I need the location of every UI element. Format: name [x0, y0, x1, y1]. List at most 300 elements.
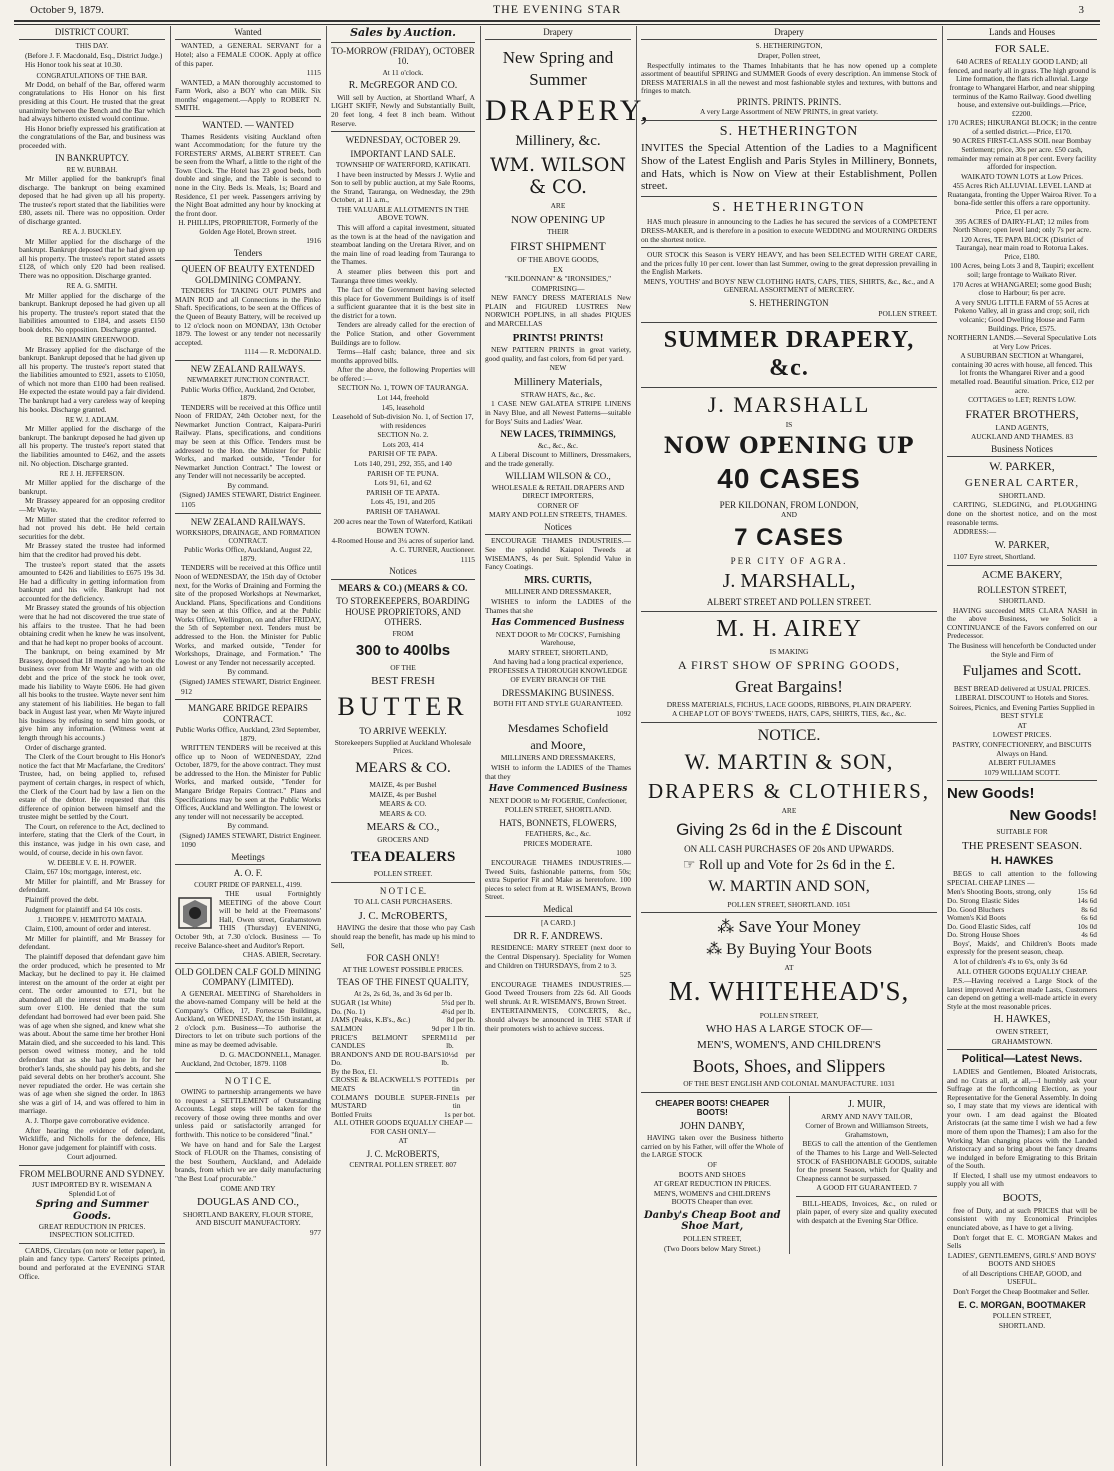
list-item: A SUBURBAN SECTION at Whangarei, containing 30 acres with house, all fenced. This lot fronts the Whangarei River and a good metalled road. Beautiful situation. Price, £12 per acre. [950, 351, 1094, 395]
paragraph: Mr Miller applied for the discharge of the bankrupt. Bankrupt deposed that he had given up all his property. The trustee's report stated assets £128, of which only £20 had been realised. There was no opposition. Discharge granted. [19, 236, 165, 280]
ad-text: ON ALL CASH PURCHASES OF 20s AND UPWARDS. [684, 843, 894, 854]
column-wanted-tenders: Wanted WANTED, a GENERAL SERVANT for a Hotel; also a FEMALE COOK. Apply at office of this paper. 1115 WANTED, a MAN thoroughly accustomed to Farm Work, also a BOY who can Milk. Six months' engagement.—Apply to ROBERT N. SMITH. WANTED. — WANTED Thames Residents visiting Auckland often want Accommodation; for the future try the FORESTERS' ARMS, ALBERT STREET. Can be seen from the Wharf, a little to the right of the Town Clock. The Hotel has 23 good beds, both double and single, and the Table is second to none in the City. Beds 1s. Meals, 1s; Board and Residence, £1 per week. Passengers arriving by the Night Boat admitted any hour by knocking at the front door. H. PHILLIPS, PROPRIETOR, Formerly of the Golden Age Hotel, Brown street. 1916 Tenders QUEEN OF BEAUTY EXTENDED GOLDMINING COMPANY. TENDERS for TAKING OUT PUMPS and MAIN ROD and all Connections in the Pinko Shaft. Specifications, to be seen at the Offices of the Queen of Beauty Battery, will be received up to 12 o'clock noon on MONDAY, 13th October 1879. The lowest or any tender not necessarily accepted. 1114 — R. McDONALD. NEW ZEALAND RAILWAYS. NEWMARKET JUNCTION CONTRACT. Public Works Office, Auckland, 2nd October, 1879. TENDERS will be received at this Office until Noon of FRIDAY, 24th October next, for the Newmarket Junction Contract, Kaipara-Puriri Railway. Plans, specifications, and conditions may be seen at this Office. Tenders must be addressed to the Hon. the Minister for Public Works, and marked outside, "Tender for Newmarket Junction Contract." The lowest or any Tender will not necessarily be accepted. By command. (Signed) JAMES STEWART, District Engineer. 1105 NEW ZEALAND RAILWAYS. WORKSHOPS, DRAINAGE, AND FORMATION CONTRACT. Public Works Office, Auckland, August 22, 1879. TENDERS will be received at this Office until Noon of WEDNESDAY, the 15th day of October next, for the Works of Draining and Forming the site of the proposed Workshops at Newmarket, Auckland. Plans, Specifications and Conditions may be seen at this Office, and at the Public Works Office, Wellington, on and after FRIDAY, the 5th of September next. Tenders must be addressed to the Hon. the Minister for Public Works, and marked outside, "Tender for Workshops, Drainage, and Formation." The Lowest or any Tender not necessarily accepted. By command. (Signed) JAMES STEWART, District Engineer. 912 MANGARE BRIDGE REPAIRS CONTRACT. Public Works Office, Auckland, 23rd September, 1879. WRITTEN TENDERS will be received at this office up to Noon of WEDNESDAY, 22nd October, 1879, for the above contract. They must be addressed to the Hon. the Minister for Public Works, and marked outside, "Tender for Mangare Bridge Repairs Contract." Plans and Specifications may be seen at the Public Works Offices, Auckland and Wellington. The lowest or any tender will not necessarily be accepted. By command. (Signed) JAMES STEWART, District Engineer. 1090 Meetings A. O. F. COURT PRIDE OF PARNELL, 4199. THE usual Fortnightly MEETING of the above Court will be held at the Freemasons' Hall, Owen street, Grahamstown THIS (Thursday) EVENING, October 9th, at 7.30 o'clock. Business — To receive Balance-sheet and Auditor's Report. CHAS. ABIER, Secretary. OLD GOLDEN CALF GOLD MINING COMPANY (LIMITED). A GENERAL MEETING of Shareholders in the above-named Company will be held at the Company's Office, 17, Fortescue Buildings, Auckland, on WEDNESDAY, the 15th instant, at 2 o'clock p.m. Business—To authorise the Directors to let on tribute such portions of the mine as may be deemed advisable. D. G. MACDONNELL, Manager. Auckland, 2nd October, 1879. 1108 N O T I C E. OWING to partnership arrangements we have to request a SETTLEMENT of Outstanding Accounts. Legal steps will be taken for the recovery of those owing three months and over unless paid or satisfactorily arranged for forthwith. This notice to be considered "final." We have on hand and for Sale the Largest Stock of FLOUR on the Thames, consisting of the best Southern, Auckland, and Adelaide brands, from which we are daily manufacturing "the Best Loaf procurable." COME AND TRY DOUGLAS AND CO., SHORTLAND BAKERY, FLOUR STORE, AND BISCUIT MANUFACTORY. 977 [175, 27, 321, 1238]
ad-text: MEN'S, WOMEN'S and CHILDREN'S BOOTS Cheaper than ever. [653, 1188, 771, 1207]
ad-number: 1090 [181, 840, 196, 850]
ad-signature: D. G. MACDONNELL, Manager. [219, 1049, 321, 1059]
ad-title: W. MARTIN AND SON, [708, 878, 870, 896]
divider [175, 699, 321, 700]
ad-title: New Goods! [947, 785, 1035, 803]
ad-title: Roll up and Vote for 2s 6d in the £. [698, 858, 896, 874]
subheading: THIS DAY. [75, 42, 109, 51]
ad-number: 977 [309, 1228, 321, 1238]
ad-text: After the above, the following Properties will be offered :— [331, 365, 475, 383]
price: 10s 0d [1077, 921, 1097, 931]
ad-text: AT [398, 1136, 408, 1146]
ad-heading: CHEAPER BOOTS! CHEAPER BOOTS! [655, 1099, 770, 1118]
ad-text: NEW [549, 363, 567, 373]
paragraph: The Court, on reference to the Act, declined to interfere, stating that the Clerk of the Court, in this instance, was judge in his own case, and would, of course, decide in his own favor. [19, 821, 165, 857]
ad-heading: Millinery Materials, [513, 376, 603, 389]
ad-text: BEST BREAD delivered at USUAL PRICES. [953, 683, 1091, 693]
list-item: PARISH OF TE PUNA. [367, 468, 439, 478]
item-name: Bottled Fruits [331, 1109, 372, 1119]
ad-text: AT THE LOWEST POSSIBLE PRICES. [342, 964, 464, 974]
ad-heading: WILLIAM WILSON & CO., [505, 471, 611, 482]
ad-text: GREAT REDUCTION IN PRICES. INSPECTION SOLICITED. [38, 1221, 146, 1240]
divider [19, 1165, 165, 1166]
ad-heading: TEAS OF THE FINEST QUALITY, [337, 977, 469, 988]
ad-text: SUITABLE FOR [996, 827, 1048, 837]
ad-heading: FIRST SHIPMENT [510, 239, 606, 254]
ad-title: 7 CASES [734, 523, 844, 551]
ad-heading: FROM MELBOURNE AND SYDNEY. [19, 1168, 165, 1179]
ad-title: and Moore, [530, 737, 586, 752]
ad-text: S. HETHERINGTON, [755, 41, 823, 51]
ad-text: A GENERAL MEETING of Shareholders in the above-named Company will be held at the Company's Office, 17, Fortescue Buildings, Auckland, on WEDNESDAY, the 15th instant, at 2 o'clock p.m. Business—To authorise the Directors to let on tribute such portions of the mine as may be deemed advisable. [175, 988, 321, 1049]
ad-signature: (Signed) JAMES STEWART, District Engineer. [179, 490, 321, 500]
ad-heading: TO-MORROW (FRIDAY), OCTOBER 10. [331, 45, 475, 67]
list-item: MEARS & CO. [379, 808, 427, 818]
subheading: CONGRATULATIONS OF THE BAR. [36, 71, 148, 80]
ad-text: (Two Doors below Mary Street.) [663, 1243, 761, 1253]
item-name: PRICE'S BELMONT SPERM CANDLES [331, 1032, 447, 1051]
ad-text: MILLINERS AND DRESSMAKERS, [500, 753, 616, 763]
ad-text: OUR STOCK this Season is VERY HEAVY, and has been SELECTED WITH GREAT CARE, and the prices fully 10 per cent. lower than last Summer, owing to the great depression prevailing in the English Markets. [641, 250, 937, 277]
muir-ad [796, 1096, 937, 1254]
list-item: 455 Acres Rich ALLUVIAL LEVEL LAND at Ruatangata, fronting the Upper Wairoa River. To a bona-fide settler this offers a rare opportunity. Price, £1 per acre. [947, 181, 1097, 217]
ad-title: GENERAL CARTER, [964, 477, 1080, 490]
item-name: BRANDON'S AND DE ROU-BAI'S Do. [331, 1049, 442, 1068]
ad-heading: A. O. F. [233, 868, 263, 879]
column-auction [328, 26, 478, 1466]
list-item: PARISH OF TE APATA. [366, 487, 440, 497]
ad-text: At 11 o'clock. [382, 67, 424, 77]
ad-text: HAVING succeeded MRS CLARA NASH in the above Business, we Solicit a CONTINUANCE of the Favors conferred on our Predecessor. [947, 605, 1097, 641]
ad-number: 1079 [984, 767, 999, 777]
ad-text: COMPRISING— [531, 283, 585, 293]
ad-text: ALBERT STREET AND POLLEN STREET. [706, 597, 872, 608]
ad-text: MILLINER AND DRESSMAKER, [504, 587, 612, 597]
ad-number: 1105 [181, 500, 196, 510]
paragraph: Mr Miller applied for the bankrupt's final discharge. The bankrupt on being examined deposed that he had given up all his property. The trustee's report stated that the liabilities were £80, assets nil. There was no opposition. Order of discharge granted. [19, 173, 165, 226]
ad-text: AUCKLAND AND THAMES. [970, 432, 1064, 442]
list-item: WAIKATO TOWN LOTS at Low Prices. [961, 171, 1083, 181]
ad-text: AT [784, 962, 794, 972]
item-name: By the Box, £1. [331, 1066, 378, 1076]
paragraph: A. J. Thorpe gave corroborative evidence. [25, 1115, 150, 1125]
paragraph: Mr Brassey applied for the discharge of the bankrupt. Bankrupt deposed that he had given up all his property. The trustee's report stated that the liabilities amounted to £921, assets to £1050, of which not more than £100 had been realised. He expected the estate would pay a fair dividend. The bankrupt had a very careless way of keeping his books. Discharge granted. [19, 344, 165, 414]
ad-text: Corner of Brown and Williamson Streets, Grahamstown, [805, 1121, 929, 1139]
ad-text: TOWNSHIP OF WATERFORD, KATIKATI. [335, 159, 471, 169]
ad-title: Mesdames Schofield [507, 720, 609, 735]
ad-title: DRAPERY, [485, 93, 652, 127]
ad-heading: THE PRESENT SEASON. [962, 839, 1082, 852]
price: 14s 6d [1077, 895, 1097, 905]
ad-text: FEATHERS, &c., &c. [525, 829, 591, 839]
danby-ad [641, 1096, 783, 1254]
ad-text: POLLEN STREET, [992, 1311, 1052, 1321]
ad-title: M. WHITEHEAD'S, [668, 976, 910, 1007]
ad-text: BOOTS AND SHOES [678, 1169, 746, 1179]
ad-signature: (Signed) JAMES STEWART, District Engineer. [179, 830, 321, 840]
ad-text: MARY AND POLLEN STREETS, THAMES. [489, 510, 627, 520]
divider [947, 1049, 1097, 1050]
ad-title: W. PARKER, [989, 459, 1055, 474]
ad-text: JUST IMPORTED BY R. WISEMAN A Splendid Lot of [31, 1180, 153, 1198]
ad-number: 1108 [272, 1059, 287, 1069]
ad-text: PASTRY, CONFECTIONERY, and BISCUITS Always on Hand. [952, 740, 1092, 758]
list-item: 90 ACRES FIRST-CLASS SOIL near Bombay Settlement; price, 30s per acre. £50 cash, remainder may remain at 8 per cent. Every facility afforded for inspection. [947, 136, 1097, 172]
ad-text: "KILDONNAN" & "IRONSIDES," [504, 274, 612, 284]
divider [641, 611, 937, 612]
ad-heading: PRINTS! PRINTS! [512, 331, 604, 344]
ad-number: 83 [1065, 432, 1074, 442]
ad-title: Fuljames and Scott. [962, 663, 1082, 680]
ad-text: THE VALUABLE ALLOTMENTS IN THE ABOVE TOWN. [337, 204, 469, 223]
section-heading: Sales by Auction. [331, 26, 475, 43]
ad-text: I have been instructed by Messrs J. Wylie and Son to sell by public auction, at my Sale Rooms, the Strand, Tauranga, on Wednesday, the 29th October, at 11 a.m., [331, 169, 475, 205]
ad-text: free of Duty, and at such PRICES that will be consistent with my Economical Principles enunciated above, as I have to get a living. [947, 1205, 1097, 1232]
ad-text: A Liberal Discount to Milliners, Dressmakers, and the trade generally. [485, 450, 631, 468]
ad-text: INVITES the Special Attention of the Ladies to a Magnificent Show of the Latest English and Paris Styles in Millinery, Bonnets, and Hats, which is Now on View at their Establishment, Pollen street. [641, 142, 937, 193]
ad-text: POLLEN STREET, [682, 1234, 742, 1243]
ad-text: WANTED, a MAN thoroughly accustomed to Farm Work, also a BOY who can Milk. Six months' engagement.—Apply to ROBERT N. SMITH. [175, 77, 321, 113]
list-item: MEARS & CO. [379, 799, 427, 809]
paragraph: Plaintiff proved the debt. [25, 895, 99, 904]
item-name: SUGAR (1st White) [331, 998, 392, 1008]
ad-text: FROM [392, 628, 414, 638]
price: 4¼d per lb. [441, 1006, 475, 1016]
ad-text: &c., &c., &c. [537, 440, 579, 450]
ad-title: J. MARSHALL [707, 391, 871, 417]
list-item: MAIZE, 4s per Bushel [369, 780, 437, 790]
ad-text: HAVING the desire that those who pay Cash should reap the benefit, has made up his mind to Sell, [331, 923, 475, 950]
item-name: Do. Good Bluchers [947, 904, 1005, 914]
ad-text: ARE [781, 806, 797, 816]
ad-title: NOW OPENING UP [663, 432, 915, 459]
ad-title: By Buying Your Boots [726, 941, 872, 959]
item-name: Men's Shooting Boots, strong, only [947, 887, 1052, 897]
ad-title: FRATER BROTHERS, [965, 406, 1079, 421]
ad-text: DRESS MATERIALS, FICHUS, LACE GOODS, RIBBONS, PLAIN DRAPERY. [666, 699, 912, 709]
ad-text: OF THE BEST ENGLISH AND COLONIAL MANUFACTURE. [683, 1079, 879, 1089]
ad-text: HAS much pleasure in announcing to the Ladies he has secured the services of a COMPETENT DRESS-MAKER, and is therefore in a position to execute WEDDING and MOURNING ORDERS on the shortest notice. [641, 217, 937, 244]
list-item: MAIZE, 4s per Bushel [369, 789, 437, 799]
ad-text: ENCOURAGE THAMES INDUSTRIES.—See the splendid Kaiapoi Tweeds at WISEMAN'S, 4s per Suit. Splendid Value in Fancy Coatings. [485, 536, 631, 572]
ad-text: CENTRAL POLLEN STREET. [349, 1160, 444, 1170]
ad-title: 40 CASES [717, 463, 861, 495]
list-item: Lots 203, 414 [382, 439, 424, 449]
case-heading: W. DEEBLE V. E. H. POWER. [47, 859, 137, 868]
ad-text: ENTERTAINMENTS, CONCERTS, &c., should always be announced in THE STAR if their promoters wish to achieve success. [485, 1006, 631, 1033]
ad-heading: QUEEN OF BEAUTY EXTENDED GOLDMINING COMPANY. [181, 264, 315, 285]
ad-text: NEW PATTERN PRINTS in great variety, good quality, and fast colors, from 6d per yard. [485, 345, 631, 363]
ad-text: OF EVERY BRANCH OF THE [510, 675, 606, 685]
ad-text: The fact of the Government having selected this place for Government Buildings is of itself a sufficient guarantee that it is the best site in the district for a town. [331, 285, 475, 320]
ad-heading: BOOTS, [1002, 1192, 1042, 1205]
paragraph: (Before J. F. Macdonald, Esq., District Judge.) [25, 50, 163, 60]
list-item: SECTION No. 2. [377, 430, 429, 440]
ad-text: By command. [227, 480, 269, 490]
ad-title: J. C. McROBERTS, [366, 1149, 440, 1160]
ad-number: 1031 [880, 1079, 895, 1089]
ad-text: LIBERAL DISCOUNT to Hotels and Stores. [955, 693, 1089, 703]
ad-text: 1 CASE NEW GALATEA STRIPE LINENS in Navy Blue, and all Newest Patterns—suitable for Boys' Suits and Ladies' Wear. [485, 399, 631, 426]
list-item: PARISH OF TAHAWAI. [366, 506, 440, 516]
section-heading: Business Notices [947, 443, 1097, 457]
ad-text: of all Descriptions CHEAP, GOOD, and USEFUL. [962, 1268, 1082, 1287]
vote-line [641, 858, 937, 874]
ad-text: Soirees, Picnics, and Evening Parties Supplied in BEST STYLE [949, 702, 1095, 721]
section-heading: Medical [485, 903, 631, 917]
ad-text: CARDS, Circulars (on note or letter paper), in plain and fancy type. Carters' Receipts printed, bound and perforated at the EVENING STAR Office. [19, 1245, 165, 1281]
ad-text: RESIDENCE: MARY STREET (next door to the Central Dispensary). Speciality for Women and Children on THURSDAYS, from 2 to 3. [485, 943, 631, 970]
ad-heading: WEDNESDAY, OCTOBER 29. [345, 135, 461, 146]
ad-number: 807 [445, 1160, 457, 1170]
price-row [331, 1034, 475, 1051]
divider [175, 1072, 321, 1073]
subheading: COURT PRIDE OF PARNELL, 4199. [194, 880, 302, 889]
ad-text: AT GREAT REDUCTION IN PRICES. [653, 1179, 771, 1189]
column-rule [170, 26, 171, 1466]
ad-number: 1115 [460, 554, 475, 564]
ad-heading: NEW ZEALAND RAILWAYS. [190, 363, 306, 374]
paragraph: His Honor took his seat at 10.30. [25, 60, 123, 70]
ad-text: MARY STREET, SHORTLAND, [508, 647, 608, 657]
paragraph: Judgment for plaintiff and £4 10s costs. [25, 904, 143, 914]
section-heading: Meetings [175, 851, 321, 865]
ad-text: The Business will henceforth be Conducted under the Style and Firm of [948, 641, 1096, 659]
ad-heading: WANTED. — WANTED [202, 120, 294, 131]
column-rule [326, 26, 327, 1466]
ad-title: Great Bargains! [735, 676, 843, 696]
section-heading: Notices [485, 521, 631, 535]
ad-text: ALL OTHER GOODS EQUALLY CHEAP. [956, 966, 1088, 976]
ad-title: New Spring and [502, 48, 614, 68]
paragraph: Claim, £67 10s; mortgage, interest, etc. [25, 867, 142, 877]
save-money-line [641, 917, 937, 937]
price: 8d per lb. [446, 1015, 475, 1025]
divider [641, 387, 937, 388]
column-rule [480, 26, 481, 1466]
list-item: Leasehold of Sub-division No. 1, of Section 17, with residences [332, 412, 474, 430]
ad-heading: Have Commenced Business [488, 784, 628, 795]
paragraph: Mr Miller applied for the discharge of the bankrupt. [19, 478, 165, 496]
paragraph: Mr Dodd, on behalf of the Bar, offered warm congratulations to His Honor on his first presiding at this Court. He trusted that the great unanimity between the Bench and the Bar which had always hitherto existed would continue. [19, 79, 165, 124]
divider [641, 120, 937, 121]
ad-text: NEW FANCY DRESS MATERIALS New PLAIN and FIGURED LUSTRES New NORWICH POPLINS, in all shades PIQUES and MARCELLAS [485, 293, 631, 328]
price: 15s 6d [1077, 887, 1097, 897]
ad-text: Don't Forget the Cheap Bootmaker and Seller. [953, 1287, 1090, 1297]
ad-text: PER KILDONAN, FROM LONDON, [719, 499, 859, 510]
ad-signature: R. McDONALD. [269, 347, 321, 357]
ad-text: A steamer plies between this port and Tauranga three times weekly. [331, 266, 475, 285]
ad-text: LADIES and Gentlemen, Bloated Aristocrats, and no Crats at all, at all,—I humbly ask your Suffrage at the forthcoming Election, as your Representative for the General Assembly. In doing so, I may state that my views are identical with your own. I am dead against the Bloated Aristocrats (at the same time I wish we had a few more of them upon the Thames); I am also for the Working Man changing places with the Landed Aristocracy and so bring about the fancy dreams we indulged in before Emigrating to this Britain of the South. [947, 1066, 1097, 1171]
item-name: Do. (No. 1) [331, 1006, 366, 1016]
paragraph: Mr Miller applied for the discharge of the bankrupt. The bankrupt deposed he had given up all his property. The trustee's report stated that the liabilities amounted to £462, and the assets nil. No objection. Discharge granted. [19, 424, 165, 468]
item-name: SALMON [331, 1023, 363, 1033]
society-crest-icon [175, 892, 215, 932]
ad-text: PER CITY OF AGRA. [730, 555, 848, 566]
section-heading: Drapery [485, 26, 631, 40]
ad-text: MEN'S, YOUTHS' and BOYS' NEW CLOTHING HATS, CAPS, TIES, SHIRTS, &c., &c., and A GENERAL ASSORTMENT of MERCERY. [643, 276, 935, 295]
ad-text: TENDERS for TAKING OUT PUMPS and MAIN ROD and all Connections in the Pinko Shaft. Specifications, to be seen at the Offices of the Queen of Beauty Battery, will be received up to 12 o'clock noon on MONDAY, 13th October 1879. The lowest or any tender not necessarily accepted. [175, 286, 321, 347]
ad-text: By command. [227, 821, 269, 831]
ad-text: IS [785, 420, 793, 430]
ad-title: S. HETHERINGTON [712, 200, 866, 216]
ad-text: A CHEAP LOT OF BOYS' TWEEDS, HATS, CAPS, SHIRTS, TIES, &c., &c. [671, 709, 907, 719]
ad-number: 1080 [616, 848, 631, 858]
paragraph: Mr Brassey appeared for an opposing creditor—Mr Wayte. [19, 496, 165, 515]
ad-title: H. HAWKES, [993, 1014, 1051, 1026]
ad-text: NEXT DOOR to Mr COCKS', Furnishing Warehouse, [495, 629, 621, 648]
list-item: A very SNUG LITTLE FARM of 55 Acres at Pokeno Valley, all in grass and crop; soil, rich volcanic; Good Dwelling House and Farm Buildings. Price, £575. [954, 297, 1090, 333]
ad-title: S. HETHERINGTON [719, 123, 859, 139]
list-item: Lots 140, 291, 292, 355, and 140 [354, 459, 452, 469]
price: 1s per tin [451, 1075, 475, 1093]
ad-title: DR R. F. ANDREWS. [513, 930, 603, 942]
ad-number: 7 [913, 1183, 918, 1193]
ad-signature: H. PHILLIPS, PROPRIETOR, Formerly of the Golden Age Hotel, Brown street. [178, 218, 318, 236]
ad-text: CARTING, SLEDGING, and PLOUGHING done on the shortest notice, and on the most reasonable terms. [947, 500, 1097, 527]
ad-text: OWING to partnership arrangements we have to request a SETTLEMENT of Outstanding Accounts. Legal steps will be taken for the recovery of those owing three months and over unless paid or satisfactorily arranged for forthwith. This notice to be considered "final." [175, 1087, 321, 1140]
price: 6s 6d [1081, 913, 1097, 923]
ad-text: OF THE [390, 662, 416, 672]
paragraph: His Honor briefly expressed his gratification at the congratulations of the Bar, and business was proceeded with. [19, 123, 165, 150]
ad-text: If Elected, I shall use my utmost endeavors to supply you all with [947, 1170, 1097, 1189]
ad-text: IS MAKING [769, 646, 809, 656]
ad-text: Don't forget that E. C. MORGAN Makes and Sells [947, 1232, 1097, 1251]
ad-text: OF [707, 1159, 717, 1169]
list-item: 395 ACRES of DAIRY-FLAT; 12 miles from North Shore; open level land; only 7s per acre. [952, 216, 1092, 235]
ad-heading: NEW ZEALAND RAILWAYS. [190, 516, 306, 527]
land-list [947, 58, 1097, 405]
ad-text: P.S.—Having received a Large Stock of the latest improved American made Lasts, Customers can depend on getting a well-made article in every Style at the most reasonable prices. [947, 976, 1097, 1011]
ad-text: WISH to inform the LADIES of the Thames that they [485, 763, 631, 781]
ad-number: 1114 [244, 347, 259, 357]
item-name: Do. Strong Elastic Sides [947, 895, 1020, 905]
ad-title: 300 to 400lbs [355, 642, 451, 660]
ad-title: E. C. MORGAN, BOOTMAKER [958, 1299, 1086, 1310]
case-heading: RE A. J. BUCKLEY. [62, 228, 122, 237]
list-item: 100 Acres, being Lots 3 and 8, Taupiri; excellent soil; large frontage to Waikato River. [950, 261, 1094, 280]
ad-text: This will afford a capital investment, situated as the town is at the head of the navigation and steamboat landing on the Uretara River, and on the main line of road leading from Tauranga to the Thames. [331, 223, 475, 267]
ad-text: And having had a long practical experience, PROFESSES A THOROUGH KNOWLEDGE [488, 657, 628, 675]
paragraph: Mr Brassey stated the trustee had informed him that the creditor had proved his debt. [19, 541, 165, 559]
paragraph: The Clerk of the Court brought to His Honor's notice the fact that Mr Macfarlane, the Creditors' Trustee, had, on being applied to, refused payment of certain charges, in respect of which, the Clerk of the Court had by law a lien on the estate of the debtor. He requested that this difference of opinion between himself and the trustee might be settled by the Court. [19, 752, 165, 822]
ad-number: 1916 [306, 236, 321, 246]
ad-text: STRAW HATS, &c., &c. [520, 389, 596, 399]
asterism-icon: ⁂ [706, 941, 723, 959]
ad-text: Eyre street, Shortland. [969, 552, 1036, 562]
ad-number: 525 [619, 970, 631, 980]
item-name: COLMAN'S DOUBLE SUPER-FINE MUSTARD [331, 1092, 453, 1111]
ad-text: ALL OTHER GOODS EQUALLY CHEAP —FOR CASH ONLY— [333, 1118, 473, 1136]
paragraph: The bankrupt, on being examined by Mr Brassey, deposed that 18 months' ago he took the business over from Mr Wayte and with an old debt and the price of the stock he took over, made his liability to Wayte £606. He had given all his books to the trustee. Wayte never sent him any statement of his liabilities. He began to fall back in August last year, when Mr Wayte injured his business by refusing to send him goods, or give him any information. (Witness went at length through his accounts.) [19, 647, 165, 743]
list-item: Lots 91, 61, and 62 [374, 478, 432, 488]
ad-text: Auckland, 2nd October, 1879. [181, 1059, 271, 1069]
case-heading: RE J. H. JEFFERSON. [59, 470, 125, 479]
ad-number: 1115 [306, 68, 321, 78]
ad-text: A lot of children's 4's to 6's, only [953, 957, 1050, 966]
ad-text: Respectfully intimates to the Thames Inhabitants that he has now opened up a complete assortment of beautiful SPRING and SUMMER Goods of every description. An immense Stock of DRESS MATERIALS in all the newest and most fashionable styles and textures, with buttons and fringes to match. [641, 60, 937, 96]
price: 8s 6d [1081, 904, 1097, 914]
ad-heading: MEN'S, WOMEN'S, AND CHILDREN'S [697, 1038, 881, 1051]
ad-text: THEIR [547, 227, 569, 237]
ad-text: POLLEN STREET. [878, 309, 937, 319]
ad-signature: A. C. TURNER, Auctioneer. [390, 545, 475, 555]
price-row [331, 1094, 475, 1111]
ad-text: Thames Residents visiting Auckland often want Accommodation; for the future try the FORESTERS' ARMS, ALBERT STREET. Can be seen from the Wharf, a little to the right of the Town Clock. The Hotel has 23 good beds, both double and single, and the Table is second to none in the City. Beds 1s. Meals, 1s; Board and Residence, £1 per week. Passengers arriving by the Night Boat admitted any hour by knocking at the front door. [175, 131, 321, 218]
issue-date: October 9, 1879. [30, 4, 104, 16]
ad-heading: BEST FRESH [371, 675, 435, 688]
ad-text: HAVING taken over the Business hitherto carried on by his Father, will offer the Whole of the LARGE STOCK [641, 1133, 784, 1160]
boot-price-list [947, 888, 1097, 939]
ad-text: SHORTLAND. [998, 596, 1046, 606]
ad-title: NOTICE. [757, 726, 821, 744]
case-heading: J. THORPE V. HEMITOTO MATAIA. [37, 916, 147, 925]
section-heading: Tenders [175, 247, 321, 261]
divider [796, 1196, 937, 1197]
case-heading: RE W. J. ADLAM. [65, 416, 119, 425]
ad-number: 1107 [953, 552, 968, 562]
ad-signature: CHAS. ABIER, Secretary. [242, 950, 321, 960]
lot-list [331, 384, 475, 545]
ad-title: Spring and Summer Goods. [35, 1199, 149, 1223]
price-row [331, 1051, 475, 1068]
list-item: SECTION No. 1, TOWN OF TAURANGA. [337, 383, 469, 393]
ad-heading: TO STOREKEEPERS, BOARDING HOUSE PROPRIETORS, AND OTHERS. [336, 596, 470, 628]
ad-text: Will sell by Auction, at Shortland Wharf, A LIGHT SKIFF, Newly and Substantially Built, 20 feet long, 4 feet 8 inch beam. Without Reserve. [331, 92, 475, 128]
ad-heading: Has Commenced Business [491, 618, 625, 629]
ad-heading: IMPORTANT LAND SALE. [350, 148, 456, 159]
pointing-hand-icon: ☞ [682, 858, 696, 874]
section-heading: Wanted [175, 26, 321, 40]
ad-text: POLLEN STREET. [373, 869, 433, 879]
ad-text: BOTH FIT AND STYLE GUARANTEED. [493, 699, 623, 709]
ad-title: Danby's Cheap Boot and Shoe Mart, [643, 1209, 781, 1233]
list-item: 145, leasehold [381, 402, 425, 412]
case-heading: RE A. G. SMITH. [66, 282, 118, 291]
item-name: Do. Good Elastic Sides, calf [947, 921, 1031, 931]
paragraph: After hearing the evidence of defendant, Wickliffe, and Nicholls for the defence, His Honor gave judgement for plaintiff with costs. [19, 1125, 165, 1152]
ad-heading: NEW LACES, TRIMMINGS, [500, 429, 616, 440]
ad-text: By command. [227, 667, 269, 677]
list-item: 120 Acres, TE PAPA BLOCK (District of Tauranga), near main road to Rotorua Lakes. Price, £180. [955, 234, 1089, 261]
paragraph: The trustee's report stated that the assets amounted to £426 and liabilities to £675 19s 3d. He had a difficulty in getting information from bankrupt and his wife. Bankrupt had not accounted for the deficiency. [19, 559, 165, 603]
price-list [331, 999, 475, 1119]
column-rule [942, 26, 943, 1466]
ad-text: At 2s, 2s 6d, 3s, and 3s 6d per lb. [353, 988, 453, 998]
ad-text: AT [1017, 720, 1027, 730]
ad-number: 1051 [835, 899, 851, 909]
ad-text: A GOOD FIT GUARANTEED. [816, 1183, 912, 1193]
divider [331, 131, 475, 132]
ad-text: Public Works Office, Auckland, August 22, 1879. [183, 545, 313, 563]
column-rule [636, 26, 637, 1466]
ad-title: R. McGREGOR AND CO. [348, 80, 458, 92]
paragraph: Mr Brassey stated the grounds of his objection were that he had not discovered the true state of his affairs to the trustee. That he had been obtaining credit when he knew he was insolvent, and that he had kept no proper books of account. [19, 603, 165, 647]
paragraph: Court adjourned. [66, 1152, 118, 1162]
paragraph: Claim, £100, amount of order and interest. [25, 924, 151, 934]
ad-text: ARMY AND NAVY TAILOR, [821, 1111, 913, 1121]
ad-text: SHORTLAND. [998, 1320, 1046, 1330]
column-drapery-2 [638, 26, 940, 1466]
list-item: NORTHERN LANDS.—Several Speculative Lots at Very Low Prices. [947, 333, 1097, 351]
subheading: NEWMARKET JUNCTION CONTRACT. [186, 376, 310, 385]
ad-title: Millinery, &c. [515, 132, 601, 149]
list-item: Lot 144, freehold [377, 393, 429, 403]
ad-title: BUTTER [337, 691, 469, 721]
